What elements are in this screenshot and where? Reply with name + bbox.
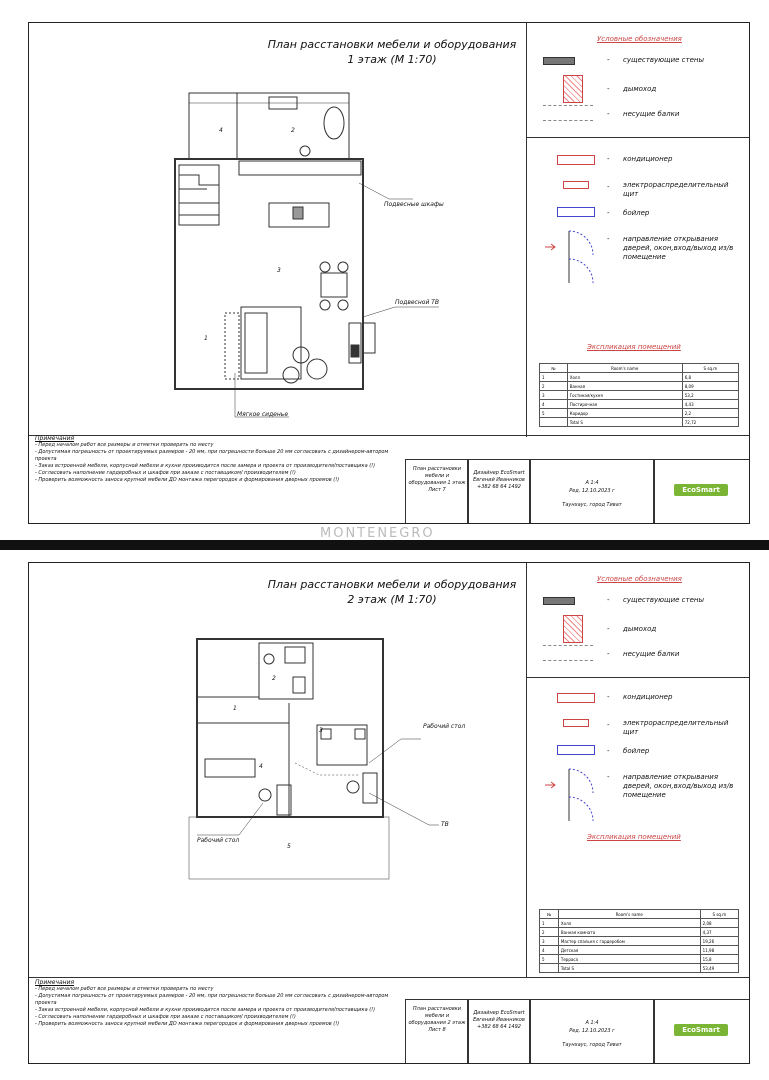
legend-beams: несущие балки [623, 110, 680, 118]
ac-symbol-icon [557, 155, 595, 165]
watermark: MONTENEGRO [320, 526, 435, 541]
ecosmart-logo-icon: EcoSmart [674, 1024, 728, 1036]
note-item: - Заказ встроенной мебели, корпусной мебели и кухни производится после замера и проекта от производителя/поставщика (!) [35, 463, 376, 469]
panel-symbol-icon [563, 719, 589, 727]
legend-panel: Условные обозначения - существующие стены - дымоход - несущие балки - кондиционер - электрораспределительный щит - бойлер - направление открывания дверей, окон,вход/выход из/в помещение Экспликация помещений № Room's name S sq.m 1 Холл 2,08 2 Ванная комната 4,37 3 Мастер спальня с гардеробом 19,26 4 Детская 11,98 5 Терраса 15,8 Total S 53,49 [526, 563, 749, 977]
table-row: 3 Гостиная/кухня 53,2 [540, 391, 739, 400]
legend-chimney: дымоход [623, 85, 657, 93]
explication-title: Экспликация помещений [587, 343, 681, 351]
drawing-sheet-floor-1 [28, 22, 750, 524]
table-total-row: Total S 72,72 [540, 418, 739, 427]
legend-beams: несущие балки [623, 650, 680, 658]
boiler-symbol-icon [557, 745, 595, 755]
legend-boiler: бойлер [623, 209, 650, 217]
door-swing-icon [541, 765, 601, 825]
title-block-project: А 1:4 Ред. 12.10.2023 г Таунхаус, город Тиват [529, 999, 655, 1064]
legend-panel: Условные обозначения - существующие стены - дымоход - несущие балки - кондиционер - электрораспределительный щит - бойлер - направление открывания дверей, окон,вход/выход из/в помещение Экспликация помещений № Room's name S sq.m 1 Холл 6,8 2 Ванная 8,09 3 Гостиная/кухня 53,2 4 Постирочная 4,43 5 Коридор 2,2 Total S 72,72 [526, 23, 749, 437]
legend-title: Условные обозначения [597, 35, 682, 43]
wall-symbol-icon [543, 57, 575, 65]
notes-title: Примечания [35, 435, 75, 442]
col-header-number: № [540, 364, 568, 373]
boiler-symbol-icon [557, 207, 595, 217]
legend-ac: кондиционер [623, 155, 673, 163]
legend-doors: направление открывания дверей, окон,вход/выход из/в помещение [623, 235, 734, 261]
notes-block [35, 435, 405, 484]
legend-title: Условные обозначения [597, 575, 682, 583]
legend-ac: кондиционер [623, 693, 673, 701]
drawing-sheet-floor-2 [28, 562, 750, 1064]
room-number-3: 3 [277, 267, 281, 274]
title-block-logo [653, 999, 750, 1064]
beam-symbol-icon [543, 105, 593, 121]
room-number-4: 4 [259, 763, 263, 770]
title-line-1: План расстановки мебели и оборудования [267, 578, 517, 591]
title-block-project: А 1:4 Ред. 12.10.2023 г Таунхаус, город Тиват [529, 459, 655, 524]
label-hanging-cabinets: Подвесные шкафы [384, 201, 444, 208]
wall-symbol-icon [543, 597, 575, 605]
table-row: 1 Холл 2,08 [540, 919, 739, 928]
table-row: 5 Коридор 2,2 [540, 409, 739, 418]
ac-symbol-icon [557, 693, 595, 703]
table-row: 5 Терраса 15,8 [540, 955, 739, 964]
title-line-1: План расстановки мебели и оборудования [267, 38, 517, 51]
title-block-designer: Дизайнер EcoSmart Евгений Иванников +382 68 64 1492 [467, 999, 531, 1064]
label-soft-seat: Мягкое сиденье [237, 411, 289, 418]
col-header-area: S sq.m [682, 364, 738, 373]
note-item: - Допустимая погрешность от проектируемых размеров - 20 мм, при погрешности больше 20 мм согласовать с дизайнером-автором проекта [35, 449, 389, 462]
table-row: 4 Детская 11,98 [540, 946, 739, 955]
label-work-desk-2: Рабочий стол [197, 837, 240, 844]
table-row: 2 Ванная комната 4,37 [540, 928, 739, 937]
table-row: 1 Холл 6,8 [540, 373, 739, 382]
legend-panel: электрораспределительный щит [623, 181, 729, 198]
col-header-number: № [540, 910, 559, 919]
legend-chimney: дымоход [623, 625, 657, 633]
note-item: - Перед началом работ все размеры и отметки проверить по месту [35, 442, 214, 448]
legend-panel: электрораспределительный щит [623, 719, 729, 736]
ecosmart-logo-icon: EcoSmart [674, 484, 728, 496]
table-total-row: Total S 53,49 [540, 964, 739, 973]
room-number-4: 4 [219, 127, 223, 134]
panel-symbol-icon [563, 181, 589, 189]
table-row: 2 Ванная 8,09 [540, 382, 739, 391]
floor-plan-1-drawing [29, 23, 526, 433]
notes-title: Примечания [35, 979, 75, 986]
title-block-designer: Дизайнер EcoSmart Евгений Иванников +382 68 64 1492 [467, 459, 531, 524]
title-line-2: 1 этаж (М 1:70) [347, 53, 437, 66]
page-divider [0, 540, 769, 550]
notes-block [35, 979, 405, 1028]
explication-table [539, 909, 739, 973]
note-item: - Заказ встроенной мебели, корпусной мебели и кухни производится после замера и проекта от производителя/поставщика (!) [35, 1007, 376, 1013]
table-header-row [540, 364, 739, 373]
room-number-1: 1 [233, 705, 237, 712]
chimney-symbol-icon [563, 75, 583, 103]
table-row: 3 Мастер спальня с гардеробом 19,26 [540, 937, 739, 946]
title-line-2: 2 этаж (М 1:70) [347, 593, 437, 606]
note-item: - Перед началом работ все размеры и отметки проверить по месту [35, 986, 214, 992]
col-header-area: S sq.m [700, 910, 738, 919]
note-item: - Допустимая погрешность от проектируемых размеров - 20 мм, при погрешности больше 20 мм согласовать с дизайнером-автором проекта [35, 993, 389, 1006]
col-header-name: Room's name [567, 364, 682, 373]
col-header-name: Room's name [558, 910, 700, 919]
note-item: - Согласовать наполнение гардеробных и шкафов при заказе с поставщиком/ производителем (!) [35, 470, 296, 476]
explication-title: Экспликация помещений [587, 833, 681, 841]
legend-walls: существующие стены [623, 596, 704, 604]
label-hanging-tv: Подвесной ТВ [395, 299, 440, 306]
room-number-2: 2 [272, 675, 276, 682]
title-block-sheet: План расстановки мебели и оборудования 1 этаж Лист 7 [405, 459, 469, 524]
room-number-3: 3 [319, 727, 323, 734]
label-work-desk-1: Рабочий стол [423, 723, 466, 730]
chimney-symbol-icon [563, 615, 583, 643]
table-row: 4 Постирочная 4,43 [540, 400, 739, 409]
legend-boiler: бойлер [623, 747, 650, 755]
floor-plan-2-drawing [29, 563, 526, 973]
legend-doors: направление открывания дверей, окон,вход/выход из/в помещение [623, 773, 734, 799]
table-header-row [540, 910, 739, 919]
title-block-logo [653, 459, 750, 524]
room-number-2: 2 [291, 127, 295, 134]
room-number-5: 5 [287, 843, 291, 850]
beam-symbol-icon [543, 645, 593, 661]
label-tv: ТВ [441, 821, 449, 828]
note-item: - Проверить возможность заноса крупной мебели ДО монтажа перегородок и формирования дверных проемов (!) [35, 1021, 340, 1027]
explication-table [539, 363, 739, 427]
door-swing-icon [541, 227, 601, 287]
legend-walls: существующие стены [623, 56, 704, 64]
title-block-sheet: План расстановки мебели и оборудования 2 этаж Лист 8 [405, 999, 469, 1064]
room-number-1: 1 [204, 335, 208, 342]
note-item: - Проверить возможность заноса крупной мебели ДО монтажа перегородок и формирования дверных проемов (!) [35, 477, 340, 483]
note-item: - Согласовать наполнение гардеробных и шкафов при заказе с поставщиком/ производителем (!) [35, 1014, 296, 1020]
